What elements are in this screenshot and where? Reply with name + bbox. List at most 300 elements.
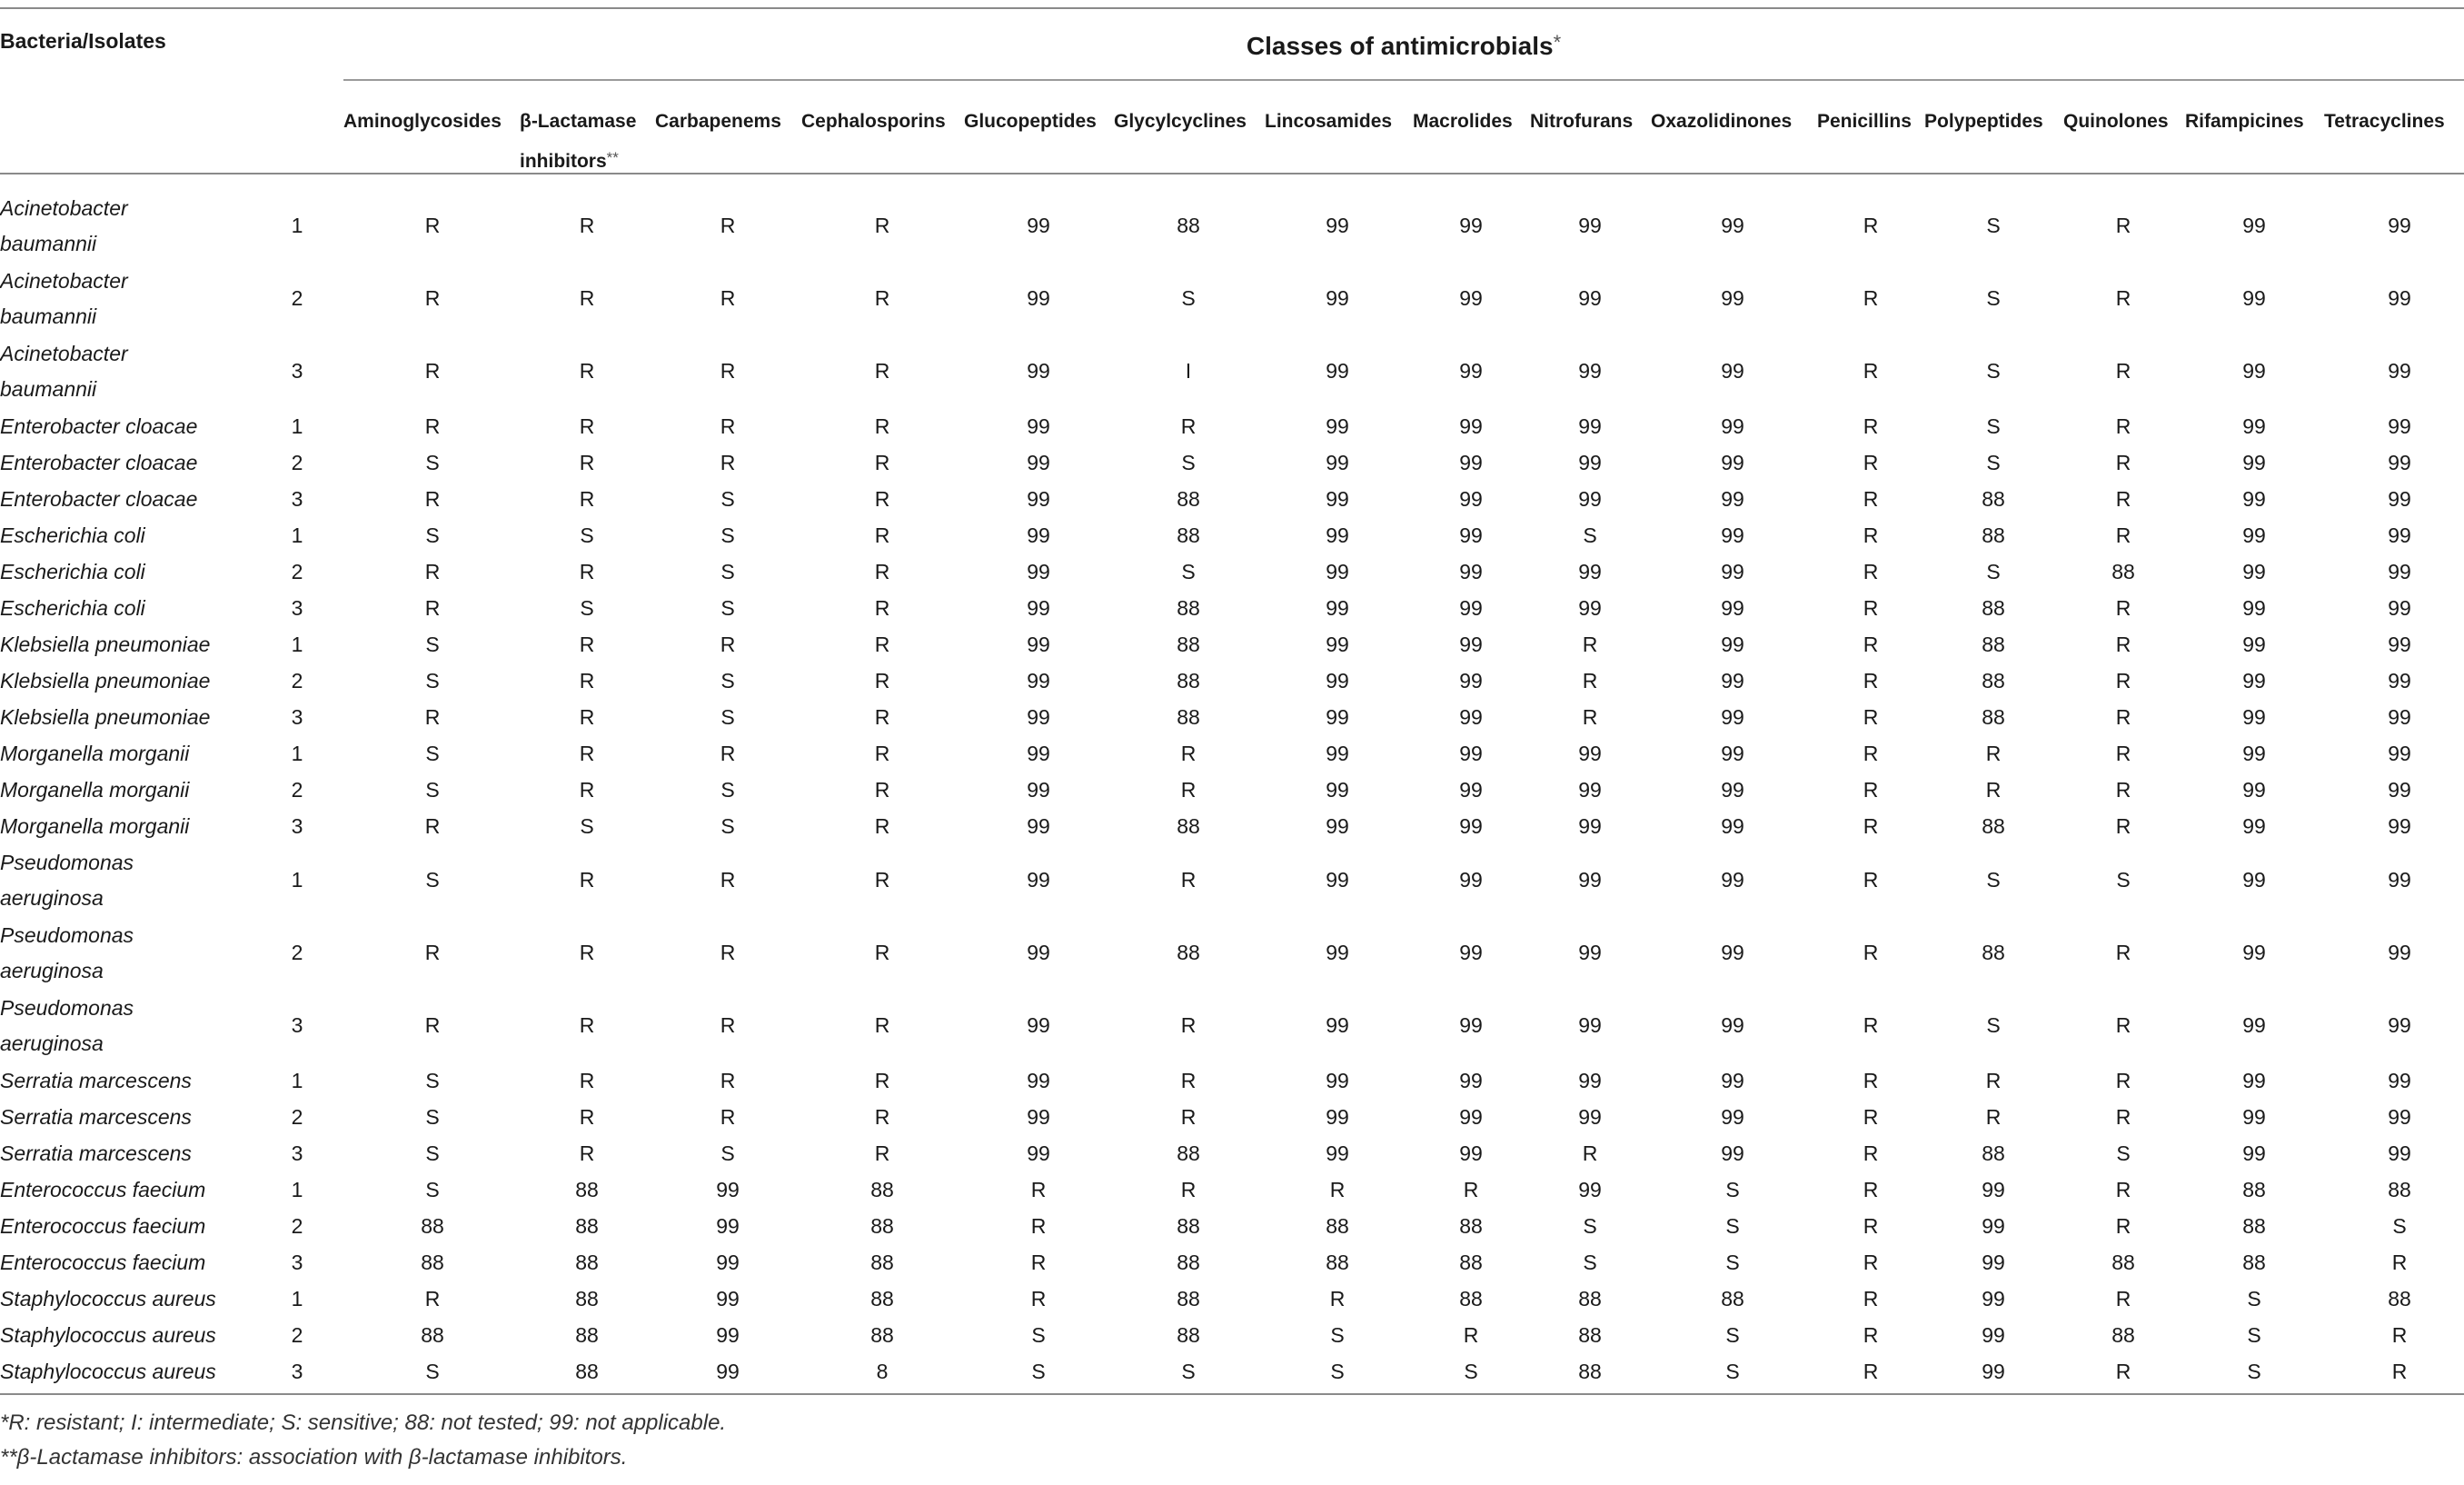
susceptibility-cell: 99 — [1326, 868, 1349, 892]
susceptibility-cell: R — [874, 941, 890, 964]
table-row — [0, 554, 2464, 591]
bacteria-name-line: Staphylococcus aureus — [0, 1287, 216, 1311]
table-row — [0, 918, 2464, 989]
bacteria-name-line: Pseudomonas — [0, 996, 134, 1020]
susceptibility-cell: R — [874, 1069, 890, 1092]
susceptibility-cell: S — [720, 1141, 735, 1165]
susceptibility-cell: 88 — [1721, 1287, 1744, 1311]
susceptibility-cell: 99 — [1721, 941, 1744, 964]
bacteria-name — [0, 591, 145, 626]
susceptibility-cell: 99 — [1578, 451, 1602, 474]
susceptibility-cell: R — [1863, 1178, 1879, 1201]
susceptibility-cell: 99 — [2242, 814, 2266, 838]
susceptibility-cell: 99 — [1578, 941, 1602, 964]
susceptibility-cell: 99 — [1027, 214, 1050, 237]
susceptibility-cell: 88 — [1982, 941, 2005, 964]
susceptibility-cell: R — [1863, 1105, 1879, 1129]
susceptibility-cell: 99 — [716, 1178, 740, 1201]
susceptibility-cell: 99 — [2242, 941, 2266, 964]
susceptibility-cell: 99 — [1982, 1323, 2005, 1347]
susceptibility-cell: 99 — [716, 1360, 740, 1383]
susceptibility-cell: 99 — [2388, 523, 2411, 547]
susceptibility-cell: R — [720, 359, 736, 383]
susceptibility-cell: S — [720, 523, 735, 547]
susceptibility-cell: 99 — [1027, 1013, 1050, 1037]
susceptibility-cell: S — [2116, 868, 2131, 892]
susceptibility-cell: R — [874, 742, 890, 765]
susceptibility-cell: R — [2115, 1360, 2131, 1383]
bacteria-name-line: Serratia marcescens — [0, 1105, 192, 1129]
susceptibility-cell: S — [1986, 359, 2001, 383]
susceptibility-cell: 99 — [2242, 560, 2266, 583]
susceptibility-cell: 99 — [2388, 742, 2411, 765]
susceptibility-cell: 99 — [1721, 523, 1744, 547]
susceptibility-cell: R — [2115, 705, 2131, 729]
susceptibility-cell: R — [424, 814, 441, 838]
susceptibility-cell: R — [1863, 1323, 1879, 1347]
susceptibility-cell: R — [1863, 742, 1879, 765]
bacteria-name — [0, 191, 128, 262]
susceptibility-cell: R — [1863, 214, 1879, 237]
bacteria-name-line: Staphylococcus aureus — [0, 1323, 216, 1347]
susceptibility-cell: 88 — [575, 1251, 599, 1274]
susceptibility-cell: 88 — [1326, 1214, 1349, 1238]
susceptibility-cell: 88 — [2242, 1214, 2266, 1238]
bacteria-name — [0, 336, 128, 407]
bacteria-isolates-header: Bacteria/Isolates — [0, 29, 166, 53]
susceptibility-cell: 99 — [1326, 487, 1349, 511]
susceptibility-cell: 99 — [1027, 742, 1050, 765]
isolate-number: 1 — [291, 414, 303, 438]
susceptibility-cell: 99 — [2242, 669, 2266, 693]
susceptibility-cell: 88 — [2111, 560, 2135, 583]
bacteria-name-line: Escherichia coli — [0, 596, 145, 620]
susceptibility-cell: 99 — [1326, 523, 1349, 547]
bacteria-name-line: Enterobacter cloacae — [0, 414, 198, 438]
susceptibility-cell: 88 — [1982, 596, 2005, 620]
susceptibility-cell: R — [424, 1013, 441, 1037]
susceptibility-cell: 99 — [1326, 596, 1349, 620]
susceptibility-cell: 88 — [1177, 633, 1200, 656]
susceptibility-cell: R — [424, 705, 441, 729]
susceptibility-cell: 99 — [2388, 1069, 2411, 1092]
susceptibility-cell: R — [1180, 1105, 1197, 1129]
susceptibility-cell: 88 — [575, 1360, 599, 1383]
susceptibility-cell: 88 — [1177, 814, 1200, 838]
bacteria-name — [0, 1063, 192, 1099]
susceptibility-cell: 99 — [1721, 1141, 1744, 1165]
susceptibility-cell: R — [424, 414, 441, 438]
susceptibility-cell: 99 — [1459, 705, 1483, 729]
susceptibility-cell: 88 — [1982, 669, 2005, 693]
susceptibility-cell: R — [2391, 1360, 2408, 1383]
susceptibility-cell: S — [1583, 1251, 1597, 1274]
susceptibility-cell: 99 — [1027, 487, 1050, 511]
susceptibility-cell: S — [2247, 1360, 2261, 1383]
susceptibility-cell: 88 — [1459, 1214, 1483, 1238]
susceptibility-cell: R — [579, 359, 595, 383]
susceptibility-cell: R — [874, 814, 890, 838]
susceptibility-cell: 88 — [1459, 1251, 1483, 1274]
isolate-number: 3 — [291, 487, 303, 511]
susceptibility-cell: 88 — [2242, 1178, 2266, 1201]
bacteria-name — [0, 627, 210, 663]
susceptibility-cell: 99 — [2388, 1141, 2411, 1165]
susceptibility-cell: R — [1985, 1105, 2002, 1129]
susceptibility-cell: R — [579, 1105, 595, 1129]
bacteria-name — [0, 845, 134, 916]
susceptibility-cell: R — [1180, 1069, 1197, 1092]
bacteria-name-line: Morganella morganii — [0, 742, 190, 765]
susceptibility-cell: R — [1863, 1141, 1879, 1165]
susceptibility-cell: 99 — [1982, 1251, 2005, 1274]
susceptibility-cell: 99 — [1578, 286, 1602, 310]
susceptibility-cell: 99 — [2242, 286, 2266, 310]
susceptibility-cell: R — [2115, 742, 2131, 765]
susceptibility-cell: S — [1725, 1214, 1740, 1238]
bacteria-name — [0, 809, 189, 844]
susceptibility-cell: 99 — [2388, 451, 2411, 474]
susceptibility-cell: S — [1464, 1360, 1478, 1383]
susceptibility-cell: 99 — [1721, 451, 1744, 474]
susceptibility-cell: S — [1986, 286, 2001, 310]
susceptibility-cell: R — [874, 633, 890, 656]
susceptibility-cell: R — [1863, 778, 1879, 802]
bacteria-name — [0, 554, 145, 590]
column-header-label: Nitrofurans — [1530, 111, 1634, 132]
susceptibility-cell: 88 — [575, 1214, 599, 1238]
susceptibility-cell: R — [1863, 286, 1879, 310]
susceptibility-cell: R — [579, 487, 595, 511]
susceptibility-cell: 99 — [1326, 414, 1349, 438]
susceptibility-cell: 88 — [870, 1214, 894, 1238]
column-header-label: Penicillins — [1817, 111, 1912, 132]
susceptibility-cell: R — [1863, 1013, 1879, 1037]
isolate-number: 1 — [291, 1178, 303, 1201]
susceptibility-cell: R — [424, 941, 441, 964]
susceptibility-cell: R — [1030, 1214, 1047, 1238]
susceptibility-cell: 99 — [2242, 359, 2266, 383]
susceptibility-cell: S — [1986, 214, 2001, 237]
susceptibility-cell: 99 — [1721, 414, 1744, 438]
susceptibility-cell: 99 — [2242, 1069, 2266, 1092]
susceptibility-cell: 99 — [1578, 214, 1602, 237]
susceptibility-cell: S — [2247, 1323, 2261, 1347]
susceptibility-cell: S — [580, 596, 594, 620]
susceptibility-cell: R — [2115, 1178, 2131, 1201]
susceptibility-cell: R — [579, 669, 595, 693]
susceptibility-cell: R — [424, 286, 441, 310]
susceptibility-cell: R — [1863, 1287, 1879, 1311]
susceptibility-cell: 99 — [1027, 814, 1050, 838]
susceptibility-cell: R — [2115, 596, 2131, 620]
susceptibility-cell: R — [2115, 814, 2131, 838]
bacteria-name-line: Morganella morganii — [0, 814, 190, 838]
susceptibility-cell: R — [874, 669, 890, 693]
susceptibility-cell: R — [1863, 669, 1879, 693]
susceptibility-cell: 99 — [1326, 286, 1349, 310]
susceptibility-cell: 99 — [2242, 1013, 2266, 1037]
susceptibility-cell: 99 — [1459, 560, 1483, 583]
table-row — [0, 663, 2464, 700]
bacteria-name — [0, 1100, 192, 1135]
susceptibility-cell: R — [720, 941, 736, 964]
susceptibility-cell: S — [425, 1141, 440, 1165]
susceptibility-cell: R — [1180, 1178, 1197, 1201]
bacteria-name-line: aeruginosa — [0, 886, 104, 910]
susceptibility-cell: R — [874, 487, 890, 511]
susceptibility-cell: S — [1725, 1178, 1740, 1201]
bacteria-name — [0, 1245, 205, 1281]
susceptibility-cell: S — [2116, 1141, 2131, 1165]
susceptibility-cell: 99 — [1459, 596, 1483, 620]
column-header-label: Glycylcyclines — [1114, 111, 1247, 132]
susceptibility-cell: S — [1330, 1360, 1345, 1383]
susceptibility-cell: R — [579, 868, 595, 892]
susceptibility-cell: S — [425, 633, 440, 656]
susceptibility-cell: R — [874, 523, 890, 547]
susceptibility-cell: 88 — [421, 1323, 444, 1347]
isolate-number: 2 — [291, 941, 303, 964]
susceptibility-cell: R — [1329, 1287, 1346, 1311]
footnote-legend: *R: resistant; I: intermediate; S: sensitive; 88: not tested; 99: not applicable. — [0, 1410, 727, 1435]
susceptibility-cell: R — [1863, 705, 1879, 729]
susceptibility-cell: 99 — [1326, 742, 1349, 765]
susceptibility-cell: 99 — [1027, 451, 1050, 474]
susceptibility-cell: R — [874, 1105, 890, 1129]
susceptibility-cell: R — [579, 742, 595, 765]
susceptibility-cell: 99 — [2388, 1105, 2411, 1129]
susceptibility-cell: 88 — [1578, 1287, 1602, 1311]
susceptibility-cell: 99 — [1459, 742, 1483, 765]
susceptibility-cell: R — [579, 451, 595, 474]
isolate-number: 2 — [291, 1323, 303, 1347]
susceptibility-cell: 99 — [1721, 596, 1744, 620]
susceptibility-cell: R — [2115, 414, 2131, 438]
susceptibility-cell: 88 — [1177, 669, 1200, 693]
susceptibility-cell: S — [1986, 1013, 2001, 1037]
table-row — [0, 409, 2464, 445]
susceptibility-cell: S — [1181, 560, 1196, 583]
bacteria-name-line: Pseudomonas — [0, 851, 134, 874]
susceptibility-cell: R — [2115, 451, 2131, 474]
susceptibility-cell: R — [874, 414, 890, 438]
isolate-number: 2 — [291, 778, 303, 802]
susceptibility-cell: 88 — [421, 1214, 444, 1238]
susceptibility-cell: R — [874, 560, 890, 583]
susceptibility-cell: S — [425, 451, 440, 474]
susceptibility-cell: R — [2115, 669, 2131, 693]
table-row — [0, 1281, 2464, 1318]
bacteria-name — [0, 409, 197, 444]
bacteria-name-line: Escherichia coli — [0, 523, 145, 547]
susceptibility-cell: S — [2247, 1287, 2261, 1311]
susceptibility-cell: R — [874, 1141, 890, 1165]
susceptibility-cell: 99 — [1027, 1141, 1050, 1165]
susceptibility-cell: 88 — [1578, 1323, 1602, 1347]
susceptibility-cell: 99 — [1459, 1069, 1483, 1092]
susceptibility-cell: S — [580, 814, 594, 838]
susceptibility-cell: S — [1725, 1251, 1740, 1274]
susceptibility-cell: R — [1863, 596, 1879, 620]
susceptibility-cell: R — [1863, 359, 1879, 383]
susceptibility-cell: 99 — [1326, 1105, 1349, 1129]
isolate-number: 3 — [291, 1251, 303, 1274]
bacteria-name-line: Enterococcus faecium — [0, 1178, 206, 1201]
table-row — [0, 1318, 2464, 1354]
susceptibility-cell: 88 — [1982, 814, 2005, 838]
susceptibility-cell: R — [1863, 1214, 1879, 1238]
table-row — [0, 991, 2464, 1061]
susceptibility-cell: R — [2115, 941, 2131, 964]
susceptibility-cell: 99 — [1578, 414, 1602, 438]
susceptibility-cell: 99 — [1027, 868, 1050, 892]
susceptibility-cell: R — [1180, 868, 1197, 892]
susceptibility-cell: 88 — [1578, 1360, 1602, 1383]
table-row — [0, 1209, 2464, 1245]
susceptibility-cell: 99 — [1721, 1105, 1744, 1129]
susceptibility-cell: 99 — [1027, 705, 1050, 729]
susceptibility-cell: R — [1582, 669, 1598, 693]
bacteria-name-line: Morganella morganii — [0, 778, 190, 802]
susceptibility-cell: 99 — [1459, 214, 1483, 237]
isolate-number: 2 — [291, 560, 303, 583]
susceptibility-cell: R — [424, 596, 441, 620]
susceptibility-cell: 8 — [876, 1360, 889, 1383]
susceptibility-cell: 99 — [1721, 286, 1744, 310]
table-row — [0, 445, 2464, 482]
susceptibility-cell: S — [425, 868, 440, 892]
susceptibility-cell: R — [1863, 633, 1879, 656]
table-row — [0, 264, 2464, 334]
isolate-number: 1 — [291, 868, 303, 892]
susceptibility-cell: 99 — [2242, 1105, 2266, 1129]
susceptibility-cell: 99 — [1578, 742, 1602, 765]
susceptibility-cell: S — [1181, 286, 1196, 310]
susceptibility-cell: 99 — [1578, 560, 1602, 583]
susceptibility-cell: R — [720, 742, 736, 765]
isolate-number: 1 — [291, 742, 303, 765]
susceptibility-cell: 88 — [1177, 596, 1200, 620]
susceptibility-cell: S — [425, 778, 440, 802]
column-header-label: Quinolones — [2063, 111, 2169, 132]
susceptibility-cell: R — [579, 705, 595, 729]
susceptibility-cell: R — [1985, 742, 2002, 765]
susceptibility-cell: R — [874, 286, 890, 310]
table-row — [0, 336, 2464, 407]
antimicrobial-classes-marker: * — [1553, 31, 1562, 54]
susceptibility-cell: 88 — [1326, 1251, 1349, 1274]
bacteria-name-line: Enterobacter cloacae — [0, 451, 198, 474]
isolate-number: 3 — [291, 1013, 303, 1037]
susceptibility-cell: S — [425, 1178, 440, 1201]
susceptibility-cell: 99 — [2388, 286, 2411, 310]
susceptibility-cell: 99 — [1721, 1069, 1744, 1092]
bacteria-name — [0, 918, 134, 989]
susceptibility-cell: S — [720, 596, 735, 620]
susceptibility-cell: 99 — [2242, 868, 2266, 892]
bacteria-name-line: baumannii — [0, 232, 97, 255]
susceptibility-cell: 88 — [575, 1178, 599, 1201]
susceptibility-cell: R — [720, 286, 736, 310]
susceptibility-cell: 99 — [1578, 814, 1602, 838]
susceptibility-cell: 88 — [870, 1251, 894, 1274]
susceptibility-cell: R — [874, 596, 890, 620]
susceptibility-cell: 99 — [2388, 560, 2411, 583]
isolate-number: 1 — [291, 523, 303, 547]
susceptibility-cell: 99 — [1578, 1105, 1602, 1129]
bacteria-name-line: Enterococcus faecium — [0, 1214, 206, 1238]
bacteria-name — [0, 1354, 216, 1390]
susceptibility-cell: S — [1986, 414, 2001, 438]
susceptibility-cell: S — [720, 778, 735, 802]
susceptibility-cell: 88 — [870, 1178, 894, 1201]
susceptibility-cell: 99 — [716, 1251, 740, 1274]
susceptibility-cell: R — [874, 214, 890, 237]
susceptibility-cell: R — [720, 868, 736, 892]
column-header-label: Oxazolidinones — [1651, 111, 1793, 132]
susceptibility-cell: 99 — [1721, 214, 1744, 237]
susceptibility-cell: R — [579, 1141, 595, 1165]
susceptibility-cell: 99 — [2242, 596, 2266, 620]
antimicrobial-classes-label: Classes of antimicrobials — [1246, 32, 1554, 60]
bacteria-name-line: Staphylococcus aureus — [0, 1360, 216, 1383]
susceptibility-cell: R — [1863, 941, 1879, 964]
susceptibility-cell: R — [2115, 778, 2131, 802]
table-row — [0, 809, 2464, 845]
susceptibility-cell: 99 — [1578, 359, 1602, 383]
susceptibility-cell: R — [1030, 1251, 1047, 1274]
susceptibility-cell: 99 — [1027, 941, 1050, 964]
susceptibility-cell: 99 — [1721, 705, 1744, 729]
susceptibility-cell: 99 — [1578, 868, 1602, 892]
susceptibility-cell: 99 — [2242, 487, 2266, 511]
susceptibility-cell: I — [1185, 359, 1192, 383]
susceptibility-cell: R — [2115, 1069, 2131, 1092]
isolate-number: 2 — [291, 451, 303, 474]
isolate-number: 3 — [291, 814, 303, 838]
susceptibility-cell: 99 — [1326, 705, 1349, 729]
susceptibility-cell: R — [720, 1069, 736, 1092]
susceptibility-cell: R — [1180, 778, 1197, 802]
susceptibility-cell: 88 — [1177, 941, 1200, 964]
susceptibility-cell: 99 — [716, 1214, 740, 1238]
susceptibility-cell: R — [424, 487, 441, 511]
susceptibility-cell: 99 — [2388, 1013, 2411, 1037]
susceptibility-cell: R — [1985, 778, 2002, 802]
susceptibility-cell: R — [2115, 359, 2131, 383]
susceptibility-cell: R — [720, 451, 736, 474]
bacteria-name — [0, 1172, 205, 1208]
susceptibility-cell: 99 — [1578, 487, 1602, 511]
susceptibility-cell: S — [2392, 1214, 2407, 1238]
table-row — [0, 845, 2464, 916]
susceptibility-cell: 99 — [1459, 633, 1483, 656]
susceptibility-cell: 99 — [2242, 523, 2266, 547]
susceptibility-cell: 99 — [2388, 778, 2411, 802]
susceptibility-cell: 88 — [1177, 705, 1200, 729]
susceptibility-cell: S — [1986, 451, 2001, 474]
susceptibility-cell: R — [2115, 523, 2131, 547]
susceptibility-cell: S — [1583, 523, 1597, 547]
table-row — [0, 700, 2464, 736]
susceptibility-cell: 99 — [1326, 669, 1349, 693]
isolate-number: 2 — [291, 1105, 303, 1129]
column-header-label-line2: inhibitors — [520, 151, 607, 172]
susceptibility-cell: R — [1863, 1251, 1879, 1274]
susceptibility-cell: R — [1180, 1013, 1197, 1037]
susceptibility-cell: 99 — [1027, 1069, 1050, 1092]
